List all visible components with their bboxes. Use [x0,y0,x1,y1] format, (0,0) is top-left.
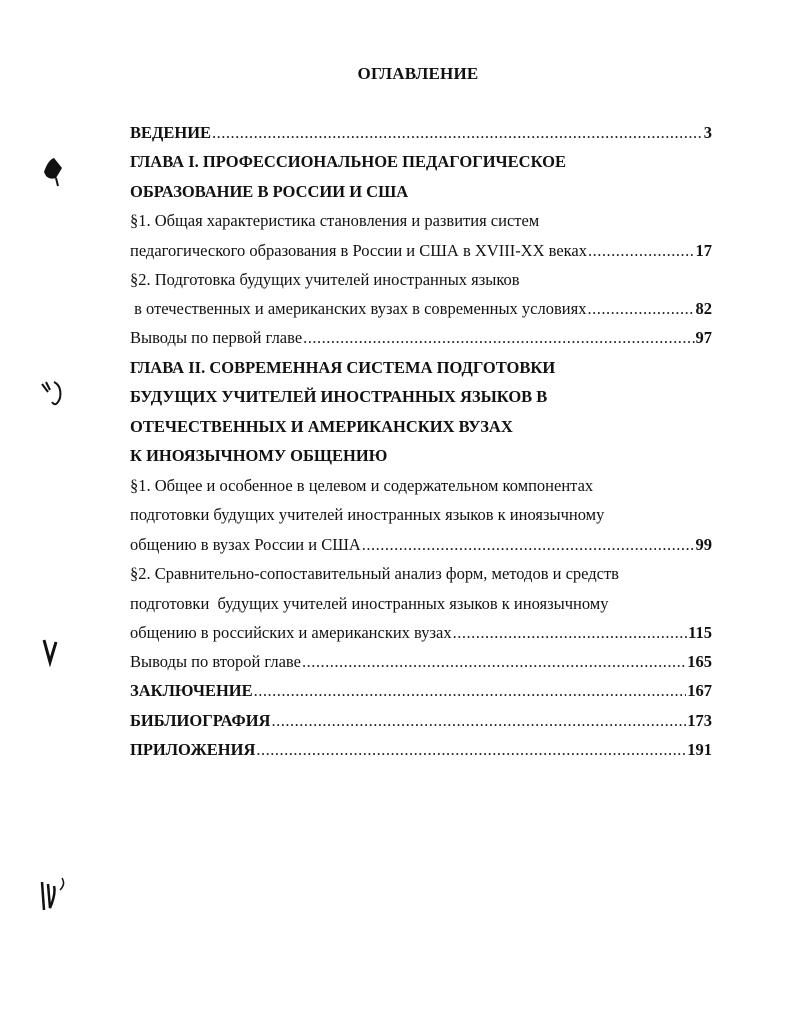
toc-chapter-heading [130,151,712,173]
toc-entry-text: ПРИЛОЖЕНИЯ [130,740,256,759]
toc-entry-text: БУДУЩИХ УЧИТЕЛЕЙ ИНОСТРАННЫХ ЯЗЫКОВ В [130,387,548,406]
toc-entry-text: §2. Сравнительно-сопоставительный анализ форм, методов и средств [130,564,619,583]
toc-page-number: 115 [688,623,712,642]
leader-dots [254,680,687,702]
toc-section [130,269,712,291]
toc-entry-text: ЗАКЛЮЧЕНИЕ [130,681,253,700]
toc-entry-text: К ИНОЯЗЫЧНОМУ ОБЩЕНИЮ [130,446,388,465]
toc-page-number: 167 [687,681,712,700]
toc-chapter-heading [130,386,712,408]
leader-dots [453,622,688,644]
page-title: ОГЛАВЛЕНИЕ [357,64,479,83]
toc-section [130,475,712,497]
toc-page-number: 173 [687,711,712,730]
toc-page-number: 17 [695,241,712,260]
toc-entry-text: Выводы по первой главе [130,328,303,347]
scan-artifact-mark [40,634,70,670]
leader-dots [587,298,694,320]
scan-artifact-mark [36,874,76,918]
toc-page-number: 99 [695,535,712,554]
leader-dots [588,240,695,262]
toc-page-number: 165 [687,652,712,671]
toc-entry-bibliography [130,710,712,732]
toc-entry-text: ОТЕЧЕСТВЕННЫХ И АМЕРИКАНСКИХ ВУЗАХ [130,417,513,436]
leader-dots [212,122,703,144]
toc-page-number: 191 [687,740,712,759]
toc-chapter-heading [130,445,712,467]
toc-section [130,240,712,262]
scan-artifact-mark [38,152,78,192]
toc-entry-text: ГЛАВА II. СОВРЕМЕННАЯ СИСТЕМА ПОДГОТОВКИ [130,358,556,377]
toc-section [130,622,712,644]
toc-chapter-heading [130,416,712,438]
toc-entry-text: §1. Общее и особенное в целевом и содержательном компонентах [130,476,594,495]
toc-entry-text: ОБРАЗОВАНИЕ В РОССИИ И США [130,182,409,201]
toc-section [130,504,712,526]
toc-conclusions [130,327,712,349]
toc-conclusions [130,651,712,673]
toc-entry-text: ВЕДЕНИЕ [130,123,212,142]
toc-page-number: 82 [695,299,712,318]
leader-dots [362,534,695,556]
toc-entry-text: Выводы по второй главе [130,652,301,671]
toc-entry-text: педагогического образования в России и США в XVIII-XX веках [130,241,587,260]
toc-entry-text: подготовки будущих учителей иностранных языков к иноязычному [130,594,609,613]
toc-entry-appendices [130,739,712,761]
toc-section [130,593,712,615]
toc-section [130,298,712,320]
toc-section [130,534,712,556]
toc-entry-conclusion [130,680,712,702]
scan-artifact-mark [38,378,78,414]
toc-entry-text: в отечественных и американских вузах в современных условиях [130,299,587,318]
toc-entry-text: подготовки будущих учителей иностранных языков к иноязычному [130,505,605,524]
toc-page-number: 3 [703,123,712,142]
toc-entry-introduction [130,122,712,144]
leader-dots [302,651,686,673]
toc-entry-text: БИБЛИОГРАФИЯ [130,711,271,730]
toc-entry-text: общению в вузах России и США [130,535,361,554]
toc-section [130,563,712,585]
toc-chapter-heading [130,357,712,379]
toc-page-number: 97 [695,328,712,347]
leader-dots [303,327,694,349]
toc-entry-text: §1. Общая характеристика становления и развития систем [130,211,540,230]
toc-chapter-heading [130,181,712,203]
toc-section [130,210,712,232]
toc-entry-text: общению в российских и американских вузах [130,623,452,642]
toc-entry-text: ГЛАВА I. ПРОФЕССИОНАЛЬНОЕ ПЕДАГОГИЧЕСКОЕ [130,152,566,171]
toc-entry-text: §2. Подготовка будущих учителей иностранных языков [130,270,520,289]
leader-dots [256,739,686,761]
leader-dots [271,710,686,732]
